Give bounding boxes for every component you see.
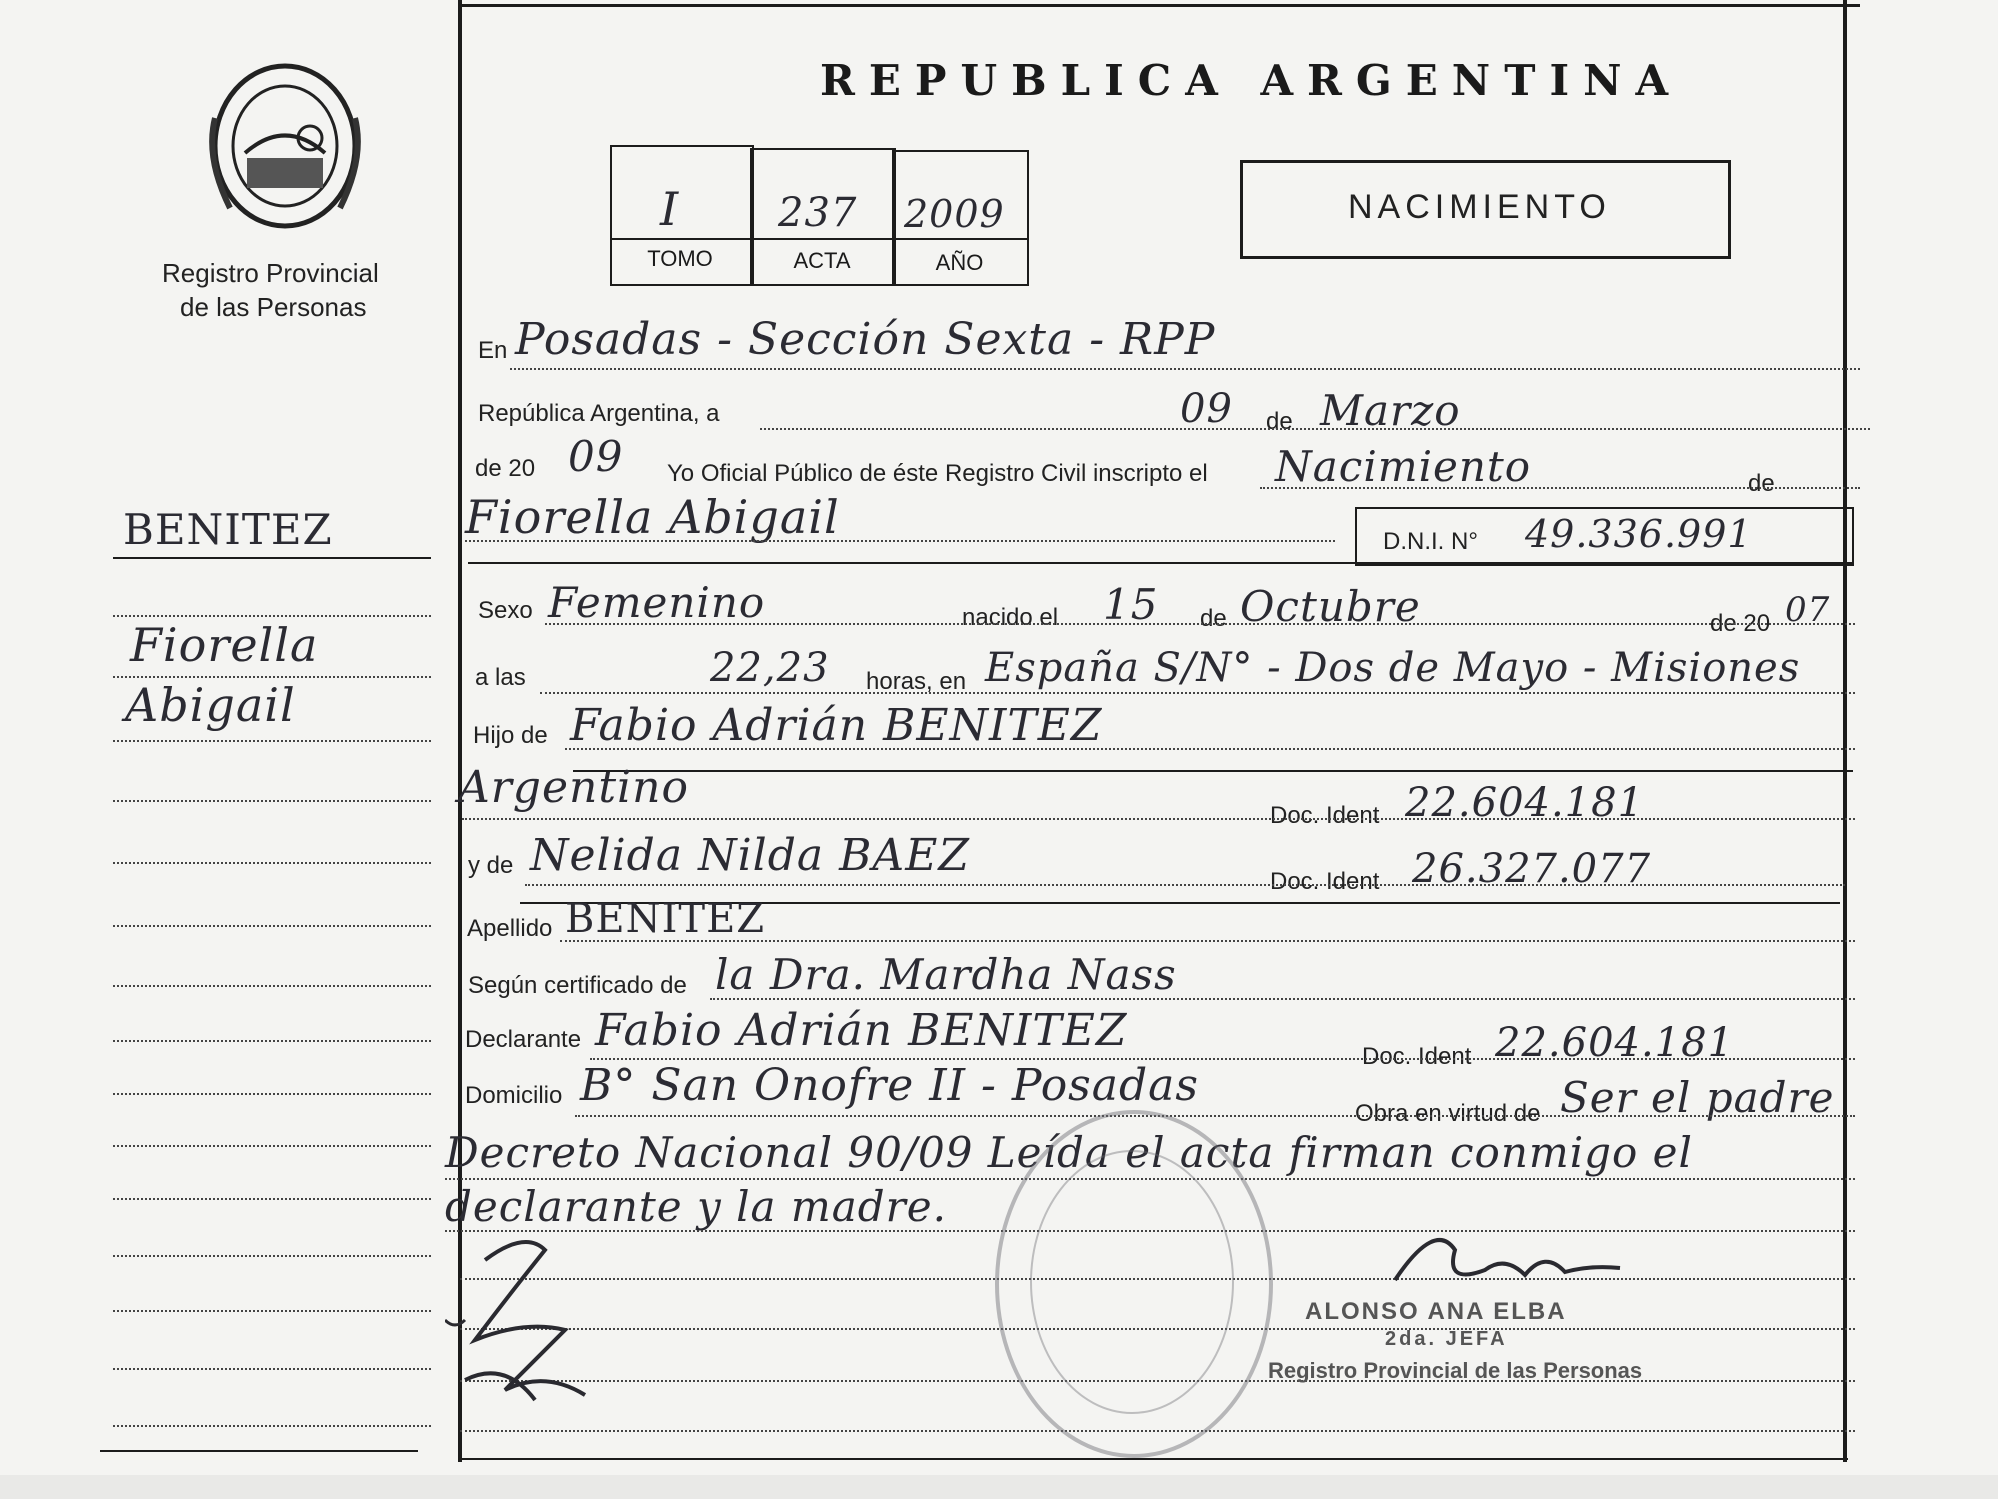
registry-name-line2: de las Personas <box>180 292 367 322</box>
margin-dotline-7 <box>113 985 431 987</box>
republica-dotline <box>760 428 1870 430</box>
margin-name-1: Fiorella <box>130 618 319 672</box>
mother-doc-value: 26.327.077 <box>1412 846 1652 892</box>
document-type-label: NACIMIENTO <box>1348 188 1611 226</box>
official-role: 2da. JEFA <box>1385 1328 1508 1350</box>
official-registry: Registro Provincial de las Personas <box>1268 1358 1643 1383</box>
yde-label: y de <box>468 852 514 879</box>
certificado-dotline <box>710 998 1855 1000</box>
republica-label: República Argentina, a <box>478 400 720 427</box>
name-underline <box>468 562 1853 564</box>
oficial-dotline <box>1260 487 1860 489</box>
sexo-label: Sexo <box>478 597 533 624</box>
dni-value: 49.336.991 <box>1525 512 1753 556</box>
birth-hour: 22,23 <box>710 645 830 691</box>
margin-dotline-14 <box>113 1368 431 1370</box>
en-dotline <box>510 368 1860 370</box>
official-stamp-inner <box>1030 1150 1234 1414</box>
margin-dotline-6 <box>113 925 431 927</box>
dni-label: D.N.I. N° <box>1383 528 1478 555</box>
apellido-value: BENITEZ <box>565 896 766 942</box>
margin-surname: BENITEZ <box>123 505 333 554</box>
margin-dotline-9 <box>113 1093 431 1095</box>
hijo-dotline <box>565 748 1855 750</box>
birth-place: España S/N° - Dos de Mayo - Misiones <box>985 645 1801 691</box>
margin-dotline-12 <box>113 1255 431 1257</box>
note-line-2: declarante y la madre. <box>445 1182 947 1231</box>
ano-value: 2009 <box>904 192 1005 236</box>
bottom-line <box>458 1458 1848 1460</box>
declarant-signature <box>445 1220 615 1420</box>
birth-month: Octubre <box>1240 582 1421 631</box>
en-label: En <box>478 337 508 364</box>
birth-year-prefix: de 20 <box>1710 610 1771 637</box>
domicilio-label: Domicilio <box>465 1082 563 1109</box>
declarante-value: Fabio Adrián BENITEZ <box>595 1005 1128 1056</box>
year-suffix: 09 <box>568 432 624 481</box>
father-doc-value: 22.604.181 <box>1405 780 1645 826</box>
yde-dotline <box>525 884 1845 886</box>
margin-dotline-2 <box>113 676 431 678</box>
right-frame-line <box>1843 0 1847 1462</box>
en-value: Posadas - Sección Sexta - RPP <box>515 314 1216 365</box>
margin-dotline-10 <box>113 1145 431 1147</box>
margin-dotline-15 <box>113 1425 431 1427</box>
margin-dotline-5 <box>113 862 431 864</box>
registration-month: Marzo <box>1320 386 1461 435</box>
horas-label: horas, en <box>866 668 967 695</box>
domicilio-dotline <box>575 1115 1855 1117</box>
certificado-value: la Dra. Mardha Nass <box>715 950 1177 999</box>
birth-year-suffix: 07 <box>1785 590 1831 630</box>
father-nationality: Argentino <box>458 762 689 813</box>
father-name: Fabio Adrián BENITEZ <box>570 700 1103 751</box>
province-seal-logo <box>205 58 365 233</box>
father-doc-label: Doc. Ident <box>1270 802 1380 829</box>
sexo-value: Femenino <box>548 578 766 627</box>
registry-name-line1: Registro Provincial <box>162 258 379 288</box>
certificado-label: Según certificado de <box>468 972 687 999</box>
margin-bottom-line <box>100 1450 418 1452</box>
declarante-doc-label: Doc. Ident <box>1362 1043 1472 1070</box>
hijo-label: Hijo de <box>473 722 548 749</box>
acta-value: 237 <box>778 190 858 236</box>
top-frame-line <box>460 4 1860 7</box>
registration-day: 09 <box>1180 386 1233 432</box>
acto-value: Nacimiento <box>1275 442 1532 491</box>
margin-dotline-13 <box>113 1310 431 1312</box>
year-prefix: de 20 <box>475 455 536 482</box>
declarante-label: Declarante <box>465 1026 582 1053</box>
alas-dotline <box>540 692 1855 694</box>
margin-name-2: Abigail <box>125 678 296 732</box>
birth-de-label: de <box>1200 605 1227 632</box>
country-title: REPUBLICA ARGENTINA <box>820 56 1683 105</box>
oficial-de-label: de <box>1748 470 1775 497</box>
declarante-doc-value: 22.604.181 <box>1495 1020 1735 1066</box>
tomo-label: TOMO <box>647 246 713 271</box>
obra-value: Ser el padre <box>1560 1073 1835 1122</box>
obra-label: Obra en virtud de <box>1355 1100 1541 1127</box>
margin-dotline-4 <box>113 800 431 802</box>
apellido-dotline <box>560 940 1855 942</box>
oficial-text: Yo Oficial Público de éste Registro Civil inscripto el <box>667 460 1208 487</box>
alas-label: a las <box>475 664 526 691</box>
nacido-label: nacido el <box>962 604 1059 631</box>
margin-dotline-8 <box>113 1040 431 1042</box>
official-signature <box>1375 1210 1635 1300</box>
tomo-value: I <box>660 182 680 236</box>
name-dotline <box>465 540 1335 542</box>
mother-name: Nelida Nilda BAEZ <box>530 830 970 881</box>
birth-day: 15 <box>1103 580 1159 629</box>
ano-label: AÑO <box>935 250 984 275</box>
note-line-1: Decreto Nacional 90/09 Leída el acta firman conmigo el <box>445 1128 1693 1177</box>
registration-de-label: de <box>1266 408 1293 435</box>
argentino-dotline <box>462 818 1855 820</box>
domicilio-value: B° San Onofre II - Posadas <box>580 1060 1199 1111</box>
acta-label: ACTA <box>793 248 851 273</box>
official-name: ALONSO ANA ELBA <box>1305 1298 1567 1325</box>
child-full-name: Fiorella Abigail <box>465 490 840 544</box>
hijo-underline <box>573 770 1853 772</box>
margin-dotline-3 <box>113 740 431 742</box>
mother-doc-label: Doc. Ident <box>1270 868 1380 895</box>
margin-dotline-1 <box>113 615 431 617</box>
margin-line-1 <box>113 557 431 559</box>
apellido-label: Apellido <box>467 915 553 942</box>
margin-dotline-11 <box>113 1198 431 1200</box>
sexo-dotline <box>545 623 1855 625</box>
reference-table-divider <box>610 238 1027 240</box>
